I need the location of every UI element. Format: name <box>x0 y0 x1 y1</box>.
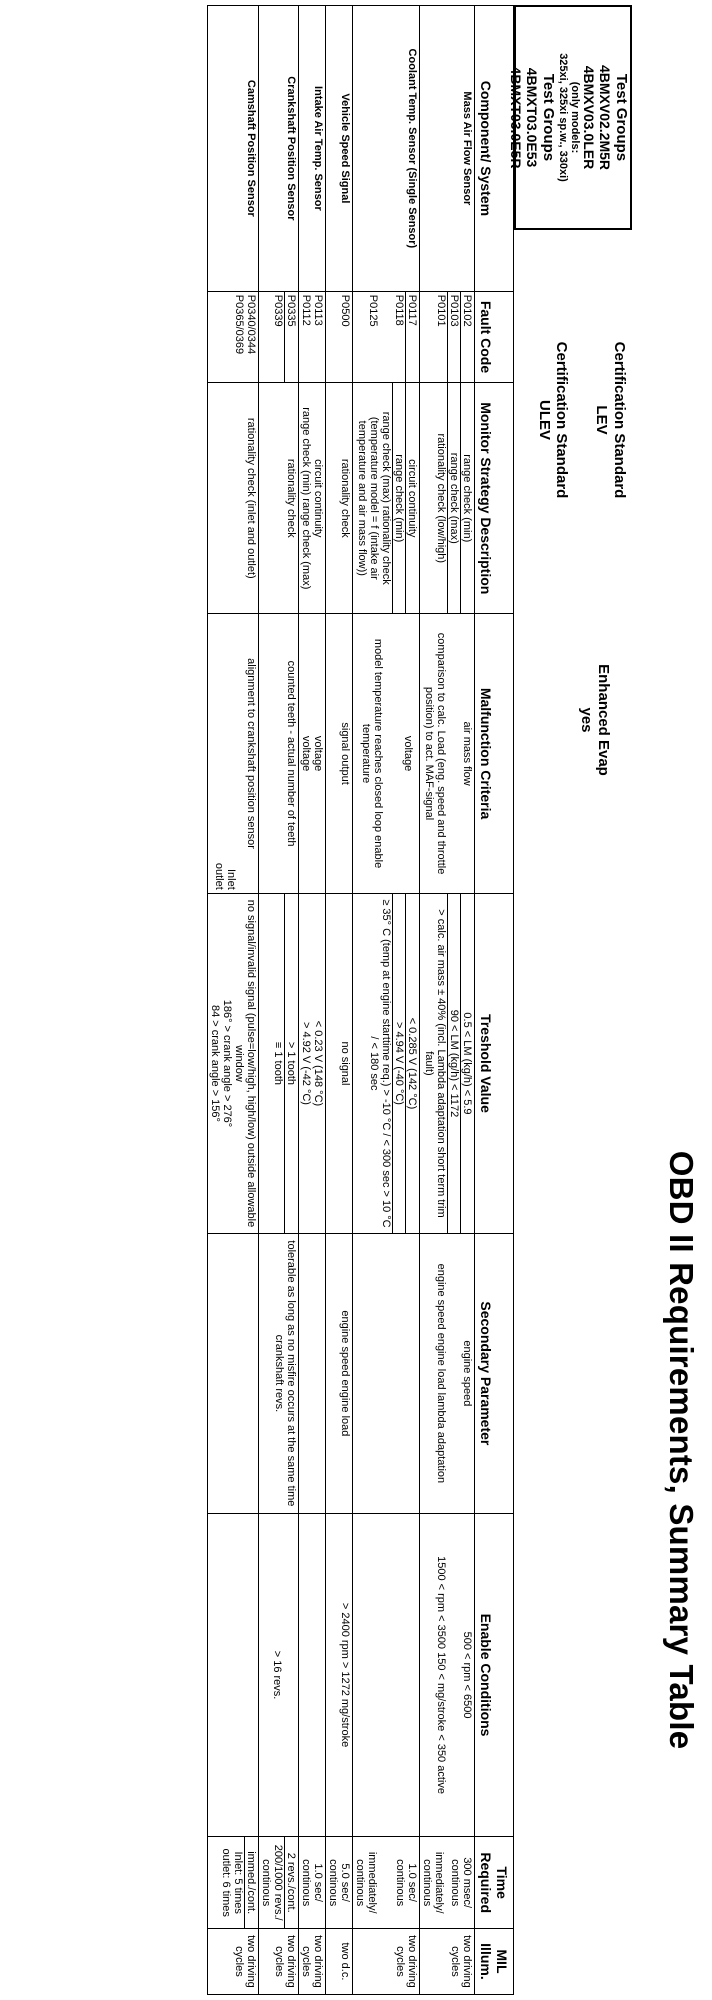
cell-threshold <box>420 893 475 1233</box>
threshold-item: > 4.92 V (-42 °C) <box>300 1021 312 1105</box>
threshold-item: 84 > crank angle > 156° <box>209 1005 221 1122</box>
cell-time <box>208 1837 259 1928</box>
threshold-item: ≡ 1 tooth <box>272 894 285 1233</box>
cell-time <box>420 1837 475 1928</box>
cell-secondary <box>353 1234 420 1513</box>
test-group-note: (only models: <box>569 81 581 154</box>
table-row <box>299 6 326 1995</box>
cell-enable <box>420 1513 475 1837</box>
monitor-item: range check (min) range check (max) <box>300 407 312 590</box>
malfunction-item: voltage <box>402 735 414 772</box>
table-row <box>326 6 353 1995</box>
cell-secondary: tolerable as long as no misfire occurs at the same time crankshaft revs. <box>259 1234 299 1513</box>
col-monitor: Monitor Strategy Description <box>475 383 514 614</box>
fault-code: P0113 <box>312 294 324 326</box>
time-item: immed./cont. <box>245 1851 257 1915</box>
cell-enable: > 2400 rpm > 1272 mg/stroke <box>326 1513 353 1837</box>
cell-mil: two driving cycles <box>208 1928 259 1994</box>
cell-monitor: rationality check (inlet and outlet) <box>208 383 259 614</box>
cell-codes <box>353 291 420 382</box>
monitor-item: circuit continuity <box>312 459 324 538</box>
certification-heading-b: Certification Standard <box>553 341 570 499</box>
cell-threshold <box>259 893 299 1233</box>
threshold-item: > calc. air mass ± 40% (incl. Lambda adaptation short term trim fault) <box>423 894 448 1233</box>
cell-enable <box>353 1513 420 1837</box>
threshold-item: 186° > crank angle > 276° <box>221 999 233 1128</box>
cell-malfunction <box>353 614 420 893</box>
threshold-item: < 0.285 V (142 °C) <box>406 1017 418 1110</box>
cell-codes <box>299 291 326 382</box>
monitor-item: circuit continuity <box>406 459 418 538</box>
fault-code: P0101 <box>435 292 448 382</box>
time-item: 2 revs./cont. <box>285 1852 297 1913</box>
test-groups-heading: Test Groups <box>613 73 630 162</box>
fault-code: P0340/0344 <box>245 294 257 355</box>
monitor-item: range check (max) rationality check (temperature model = f (intake air temperature and air mass flow)) <box>356 383 393 613</box>
threshold-item: 90 < LM (kg/h) < 1172 <box>448 894 461 1233</box>
col-component: Component/ System <box>475 6 514 292</box>
test-group-note: 325xi, 325xi sp.w., 330xi) <box>557 53 569 182</box>
cell-component: Intake Air Temp. Sensor <box>299 6 326 292</box>
cell-monitor: rationality check <box>259 383 299 614</box>
time-item: immediately/ continous <box>354 1851 378 1914</box>
test-group-line: 4BMXV02.2M5R <box>597 64 613 171</box>
cell-threshold <box>353 893 420 1233</box>
certification-value-b: ULEV <box>536 399 553 440</box>
cell-monitor <box>353 383 420 614</box>
fault-code: P0335 <box>285 294 297 327</box>
cell-malfunction <box>420 614 475 893</box>
cell-enable <box>259 1513 299 1837</box>
cell-malfunction: counted teeth - actual number of teeth <box>259 614 299 893</box>
col-fault-code: Fault Code <box>475 291 514 382</box>
malfunction-item: air mass flow <box>461 721 473 786</box>
cell-secondary <box>420 1234 475 1513</box>
cell-enable <box>208 1513 259 1837</box>
cell-time <box>259 1837 299 1928</box>
obd-summary-table <box>207 5 514 1995</box>
cell-time: 1.0 sec/ continous <box>299 1837 326 1928</box>
malfunction-item: alignment to crankshaft position sensor <box>245 658 257 849</box>
threshold-item: no signal/invalid signal (pulse=low/high, high/low) outside allowable window <box>233 899 257 1228</box>
certification-value: LEV <box>593 405 610 435</box>
secondary-item: engine speed <box>461 1340 473 1407</box>
test-group-line: 4BMXT03.0E5R <box>508 66 524 169</box>
cell-component: Camshaft Position Sensor <box>208 6 259 292</box>
cell-malfunction: signal output <box>326 614 353 893</box>
enable-item: 1500 < rpm < 3500 150 < mg/stroke < 350 active <box>435 1556 447 1794</box>
fault-code: P0339 <box>272 292 285 382</box>
cell-mil: two d.c. <box>326 1928 353 1994</box>
monitor-item: range check (min) <box>461 454 473 543</box>
time-item: 300 msec/ continous <box>449 1857 473 1909</box>
page-title: OBD II Requirements, Summary Table <box>663 1150 700 1750</box>
cell-component: Crankshaft Position Sensor <box>259 6 299 292</box>
cell-threshold <box>208 893 259 1233</box>
fault-code: P0102 <box>461 294 473 327</box>
cell-monitor <box>420 383 475 614</box>
evap-heading: Enhanced Evap <box>595 664 612 776</box>
table-row <box>420 6 475 1995</box>
fault-code: P0118 <box>393 292 406 382</box>
test-group-line: 4BMXT03.0E53 <box>524 67 540 168</box>
fault-code: P0112 <box>300 294 312 326</box>
certification-area <box>514 230 632 1010</box>
col-time: Time Required <box>475 1837 514 1928</box>
cell-component: Vehicle Speed Signal <box>326 6 353 292</box>
test-groups-heading-b: Test Groups <box>540 73 557 162</box>
cell-mil: two driving cycles <box>353 1928 420 1994</box>
secondary-item: engine speed engine load lambda adaptation <box>435 1263 447 1484</box>
col-malfunction: Malfunction Criteria <box>475 614 514 893</box>
malfunction-item: voltage <box>312 735 324 772</box>
time-item: Inlet: 5 times outlet: 6 times <box>220 1837 245 1927</box>
cell-codes <box>259 291 299 382</box>
malfunction-item: comparison to calc. Load (eng. speed and throttle position) to act. MAF-signal <box>423 632 447 875</box>
monitor-item: rationality check (low/high) <box>435 383 448 613</box>
cell-secondary: engine speed engine load <box>326 1234 353 1513</box>
fault-code: P0103 <box>448 292 461 382</box>
cell-codes: P0500 <box>326 291 353 382</box>
evap-value: yes <box>578 707 595 733</box>
time-item: 1.0 sec/ continous <box>394 1859 418 1907</box>
table-row <box>208 6 259 1995</box>
inlet-label: Inlet <box>225 868 237 890</box>
cell-mil: two driving cycles <box>299 1928 326 1994</box>
enable-item: 500 < rpm < 6500 <box>461 1631 473 1719</box>
table-row <box>259 6 299 1995</box>
cell-mil: two driving cycles <box>420 1928 475 1994</box>
col-secondary: Secondary Parameter <box>475 1234 514 1513</box>
cell-time <box>353 1837 420 1928</box>
col-mil: MIL Illum. <box>475 1928 514 1994</box>
test-groups-box <box>508 5 632 230</box>
evap-block <box>578 610 612 830</box>
cell-enable <box>299 1513 326 1837</box>
cell-threshold <box>299 893 326 1233</box>
cell-monitor: rationality check <box>326 383 353 614</box>
fault-code: P0365/0369 <box>233 294 245 355</box>
cell-codes <box>420 291 475 382</box>
threshold-item: ≥ 35° C (temp at engine starttime req.) > -10 °C / < 300 sec > 10 °C / < 180 sec <box>368 894 393 1233</box>
col-threshold: Treshold Value <box>475 893 514 1233</box>
threshold-item: 0.5 < LM (kg/h) < 5.9 <box>461 1012 473 1115</box>
fault-code: P0125 <box>367 294 379 327</box>
time-item: immediately/ continous <box>421 1851 445 1914</box>
table-row <box>353 6 420 1995</box>
malfunction-item: model temperature reaches closed loop enable temperature <box>360 638 384 869</box>
malfunction-item: voltage <box>300 735 312 772</box>
cell-malfunction <box>299 614 326 893</box>
cell-component: Coolant Temp. Sensor (Single Sensor) <box>353 6 420 292</box>
certification-heading: Certification Standard <box>611 341 628 499</box>
fault-code: P0117 <box>406 294 418 326</box>
cell-mil: two driving cycles <box>259 1928 299 1994</box>
threshold-item: < 0.23 V (148 °C) <box>312 1020 324 1107</box>
enable-item: > 16 revs. <box>271 1650 283 1700</box>
cell-secondary <box>208 1234 259 1513</box>
certification-block-b <box>536 230 570 610</box>
monitor-item: range check (max) <box>448 383 461 613</box>
cell-threshold: no signal <box>326 893 353 1233</box>
cell-codes <box>208 291 259 382</box>
cell-malfunction <box>208 614 259 893</box>
time-item: 200/1000 revs./ continous <box>260 1837 285 1927</box>
col-enable: Enable Conditions <box>475 1513 514 1837</box>
outlet-label: outlet <box>213 862 225 890</box>
threshold-item: > 4.94 V (-40 °C) <box>393 894 406 1233</box>
cell-time: 5.0 sec/ continous <box>326 1837 353 1928</box>
monitor-item: range check (min) <box>393 383 406 613</box>
table-header-row <box>475 6 514 1995</box>
cell-secondary <box>299 1234 326 1513</box>
cell-monitor <box>299 383 326 614</box>
cell-component: Mass Air Flow Sensor <box>420 6 475 292</box>
threshold-item: > 1 tooth <box>285 1041 297 1086</box>
test-group-line: 4BMXV03.0LER <box>581 65 597 170</box>
